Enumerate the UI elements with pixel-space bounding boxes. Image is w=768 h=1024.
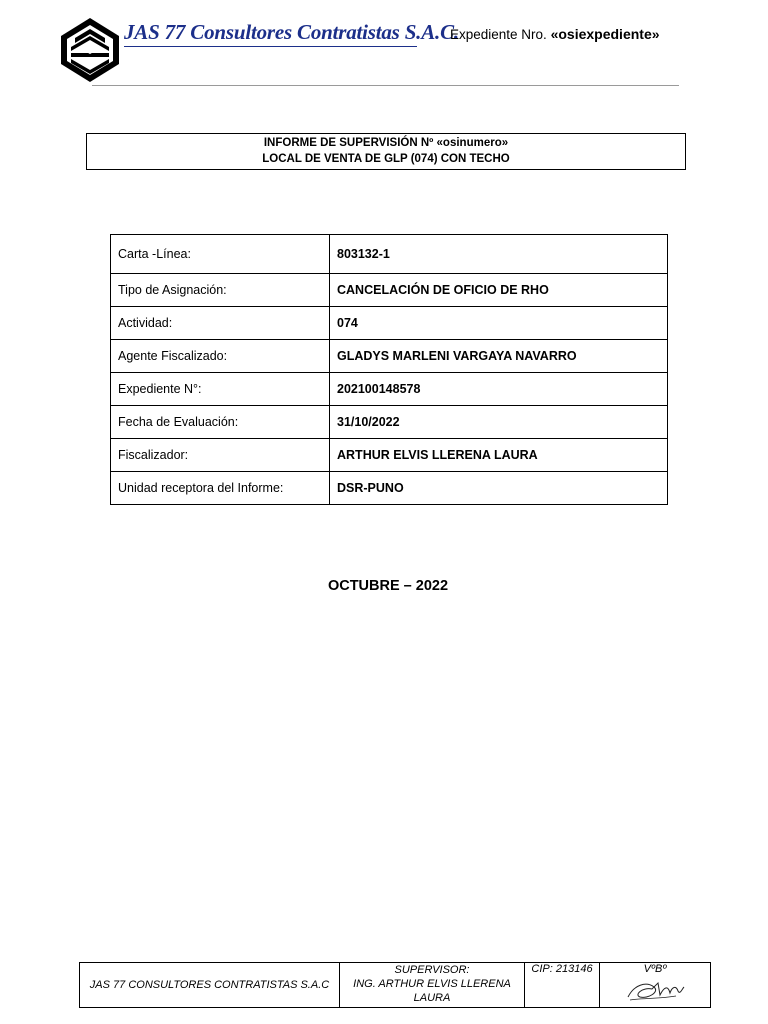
footer-row: [80, 963, 711, 1008]
header-divider: [92, 85, 679, 86]
supervisor-name: ING. ARTHUR ELVIS LLERENA LAURA: [353, 978, 511, 1004]
table-row: [111, 406, 668, 439]
company-logo-icon: [57, 16, 123, 84]
report-title-line2: LOCAL DE VENTA DE GLP (074) CON TECHO: [262, 153, 510, 165]
table-row: [111, 472, 668, 505]
table-row: [111, 439, 668, 472]
company-title: JAS 77 Consultores Contratistas S.A.C.: [124, 20, 459, 44]
report-title-box: [86, 133, 686, 170]
row-label: Fecha de Evaluación:: [111, 406, 330, 439]
footer-company: JAS 77 CONSULTORES CONTRATISTAS S.A.C: [80, 963, 340, 1008]
expediente-value: «osiexpediente»: [550, 26, 660, 42]
row-label: Carta -Línea:: [111, 235, 330, 274]
table-row: [111, 274, 668, 307]
row-label: Fiscalizador:: [111, 439, 330, 472]
table-row: [111, 307, 668, 340]
row-value: CANCELACIÓN DE OFICIO DE RHO: [330, 274, 668, 307]
expediente-header: [450, 26, 660, 42]
info-table: [110, 234, 668, 505]
table-row: [111, 340, 668, 373]
table-row: [111, 373, 668, 406]
table-row: [111, 235, 668, 274]
title-underline: [124, 46, 417, 47]
signature-icon: [624, 977, 686, 1003]
row-value: 074: [330, 307, 668, 340]
row-value: 803132-1: [330, 235, 668, 274]
row-label: Tipo de Asignación:: [111, 274, 330, 307]
report-title-line1: INFORME DE SUPERVISIÓN Nº «osinumero»: [263, 137, 509, 149]
row-label: Expediente N°:: [111, 373, 330, 406]
footer-table: [79, 962, 711, 1008]
row-label: Unidad receptora del Informe:: [111, 472, 330, 505]
row-value: 202100148578: [330, 373, 668, 406]
supervisor-label: SUPERVISOR:: [394, 964, 470, 976]
row-value: GLADYS MARLENI VARGAYA NAVARRO: [330, 340, 668, 373]
row-value: 31/10/2022: [330, 406, 668, 439]
footer-supervisor: [340, 963, 525, 1008]
approval-label: VºBº: [643, 963, 667, 975]
footer-cip: CIP: 213146: [525, 963, 600, 1008]
row-value: DSR-PUNO: [330, 472, 668, 505]
row-label: Agente Fiscalizado:: [111, 340, 330, 373]
report-date: OCTUBRE – 2022: [327, 578, 449, 594]
footer-approval: [600, 963, 711, 1008]
row-value: ARTHUR ELVIS LLERENA LAURA: [330, 439, 668, 472]
row-label: Actividad:: [111, 307, 330, 340]
expediente-label: Expediente Nro.: [450, 27, 547, 42]
